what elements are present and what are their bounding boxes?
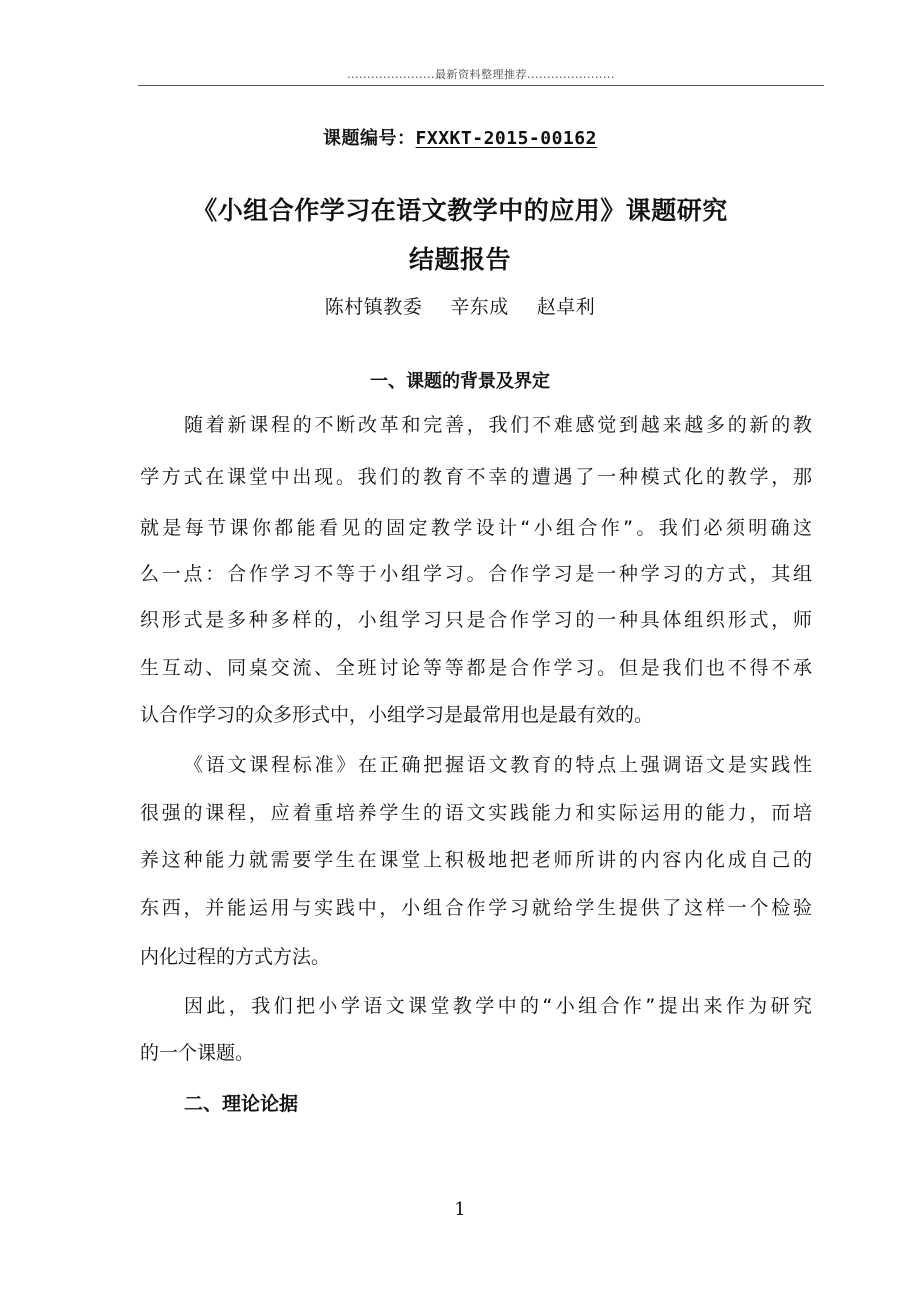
- paragraph-2-line: 内化过程的方式方法。: [140, 946, 331, 968]
- project-number: [0, 124, 920, 150]
- paragraph-1-line: 随着新课程的不断改革和完善，我们不难感觉到越来越多的新的教: [184, 414, 812, 436]
- project-number-code: FXXKT-2015-00162: [415, 128, 597, 149]
- document-title-line-1: 《小组合作学习在语文教学中的应用》课题研究: [192, 196, 728, 225]
- paragraph-1-line: 生互动、同桌交流、全班讨论等等都是合作学习。但是我们也不得不承: [140, 657, 812, 679]
- paragraph-1-line: 么一点：合作学习不等于小组学习。合作学习是一种学习的方式，其组: [140, 563, 812, 585]
- project-number-label: 课题编号：: [323, 128, 416, 149]
- author-name-2: 赵卓利: [536, 296, 596, 318]
- section-heading-1: [0, 367, 920, 393]
- paragraph-3-line: 因此，我们把小学语文课堂教学中的“小组合作”提出来作为研究: [184, 995, 812, 1017]
- paragraph-1-line: 认合作学习的众多形式中，小组学习是最常用也是最有效的。: [140, 704, 654, 726]
- author-name-1: 辛东成: [450, 296, 509, 318]
- author-organization: 陈村镇教委: [324, 296, 423, 318]
- paragraph-1-line: 学方式在课堂中出现。我们的教育不幸的遭遇了一种模式化的教学，那: [140, 466, 812, 488]
- paragraph-3-line: 的一个课题。: [140, 1042, 255, 1064]
- authors-line: [0, 292, 920, 319]
- section-heading-1-text: 一、课题的背景及界定: [370, 371, 550, 392]
- paragraph-2-line: 很强的课程，应着重培养学生的语文实践能力和实际运用的能力，而培: [140, 802, 812, 824]
- section-heading-2: 二、理论论据: [184, 1093, 299, 1115]
- paragraph-2-line: 东西，并能运用与实践中，小组合作学习就给学生提供了这样一个检验: [140, 897, 812, 919]
- page-number: 1: [454, 1199, 466, 1220]
- paragraph-1-line: 织形式是多种多样的，小组学习只是合作学习的一种具体组织形式，师: [140, 609, 812, 631]
- running-header: ......................最新资料整理推荐......................: [347, 68, 615, 81]
- paragraph-1-line: 就是每节课你都能看见的固定教学设计“小组合作”。我们必须明确这: [140, 517, 812, 539]
- header-divider: [138, 85, 824, 86]
- paragraph-2-line: 《语文课程标准》在正确把握语文教育的特点上强调语文是实践性: [184, 754, 812, 776]
- paragraph-2-line: 养这种能力就需要学生在课堂上积极地把老师所讲的内容内化成自己的: [140, 849, 812, 871]
- document-title-line-2: 结题报告: [408, 245, 511, 274]
